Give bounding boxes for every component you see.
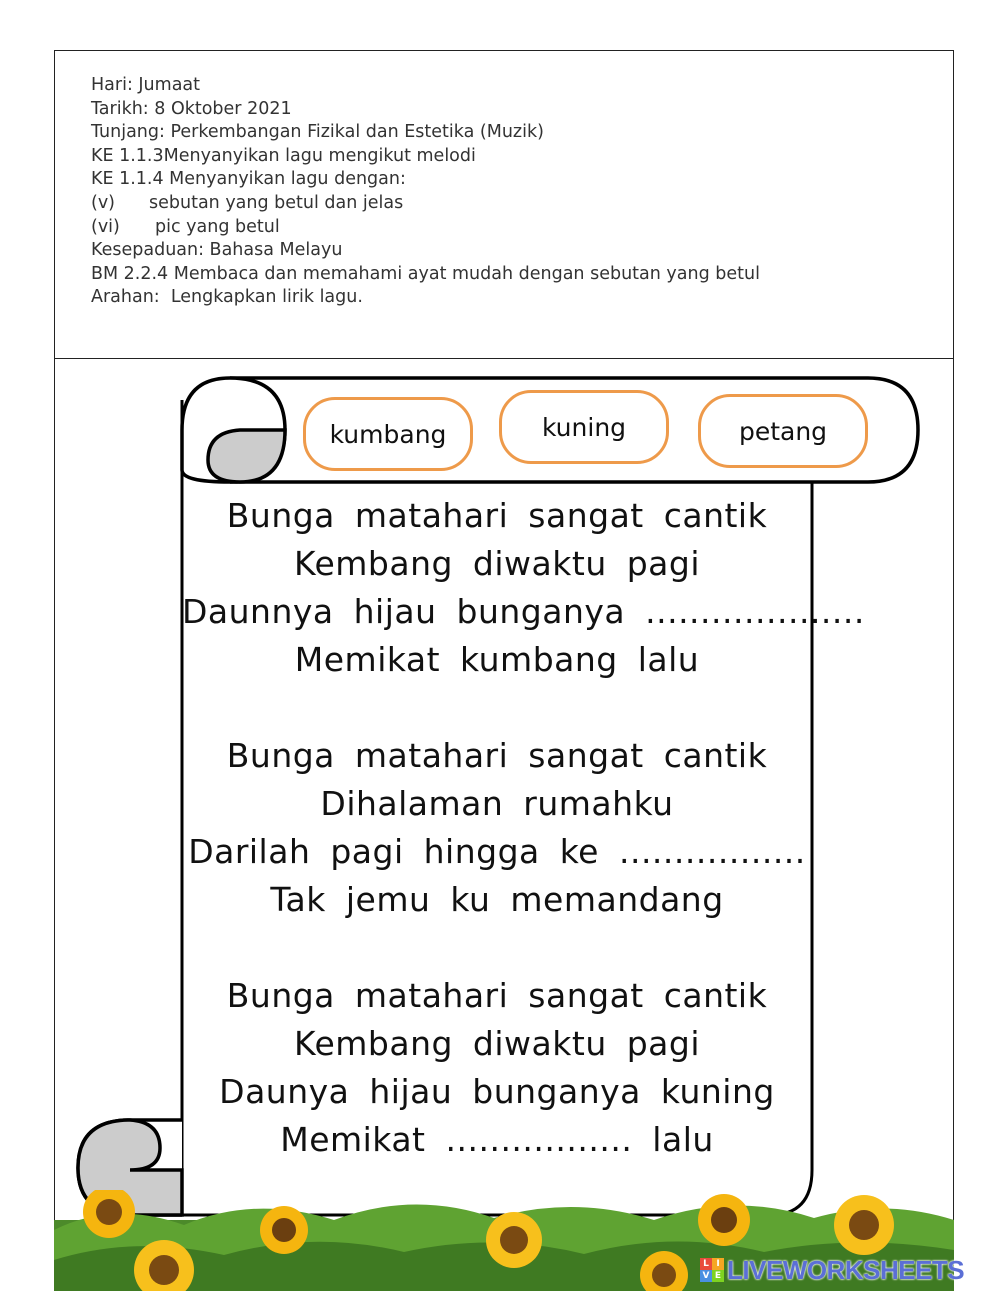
verse3-line3: Daunya hijau bunganya kuning (219, 1072, 775, 1111)
brand-name: LIVEWORKSHEETS (727, 1254, 965, 1285)
verse1-line1: Bunga matahari sangat cantik (226, 496, 768, 535)
item-vi-text: pic yang betul (155, 216, 280, 237)
tunjang-line: Tunjang: Perkembangan Fizikal dan Estetika (Muzik) (91, 122, 544, 143)
instruction-line: Arahan: Lengkapkan lirik lagu. (91, 287, 363, 308)
sunflower-icon (486, 1212, 542, 1268)
verse3-line2: Kembang diwaktu pagi (293, 1024, 701, 1063)
verse1-line2: Kembang diwaktu pagi (293, 544, 701, 583)
sunflower-icon (698, 1194, 750, 1246)
day-line: Hari: Jumaat (91, 75, 201, 95)
verse3-line1: Bunga matahari sangat cantik (226, 976, 768, 1015)
verse3-line4-blank[interactable]: Memikat ................. lalu (280, 1120, 714, 1159)
verse-gap (182, 924, 812, 972)
verse-gap (182, 684, 812, 732)
verse1-line4: Memikat kumbang lalu (294, 640, 700, 679)
sunflower-icon (834, 1195, 894, 1255)
liveworksheets-brand[interactable] (700, 1254, 964, 1286)
item-v-text: sebutan yang betul dan jelas (149, 192, 404, 213)
word-chip-kuning[interactable]: kuning (499, 390, 669, 464)
date-line: Tarikh: 8 Oktober 2021 (91, 98, 292, 119)
verse2-line1: Bunga matahari sangat cantik (226, 736, 768, 775)
logo-letter-i: I (712, 1258, 724, 1270)
verse2-line3-blank[interactable]: Darilah pagi hingga ke ................. (188, 832, 806, 871)
logo-letter-e: E (712, 1270, 724, 1282)
liveworksheets-logo-icon (700, 1258, 724, 1282)
ke-2-line: KE 1.1.4 Menyanyikan lagu dengan: (91, 169, 406, 190)
ke-1-line: KE 1.1.3Menyanyikan lagu mengikut melodi (91, 145, 476, 166)
kesepaduan-line: Kesepaduan: Bahasa Melayu (91, 240, 343, 261)
logo-letter-v: V (700, 1270, 712, 1282)
verse1-line3-blank[interactable]: Daunnya hijau bunganya .................... (182, 592, 865, 631)
verse2-line2: Dihalaman rumahku (320, 784, 674, 823)
item-v-number: (v) (91, 192, 116, 213)
item-vi-number: (vi) (91, 216, 120, 237)
verse2-line4: Tak jemu ku memandang (270, 880, 724, 919)
bm-line: BM 2.2.4 Membaca dan memahami ayat mudah dengan sebutan yang betul (91, 263, 760, 284)
logo-letter-l: L (700, 1258, 712, 1270)
word-chip-petang[interactable]: petang (698, 394, 868, 468)
word-chip-kumbang[interactable]: kumbang (303, 397, 473, 471)
song-lyrics (182, 492, 865, 1164)
sunflower-icon (260, 1206, 308, 1254)
